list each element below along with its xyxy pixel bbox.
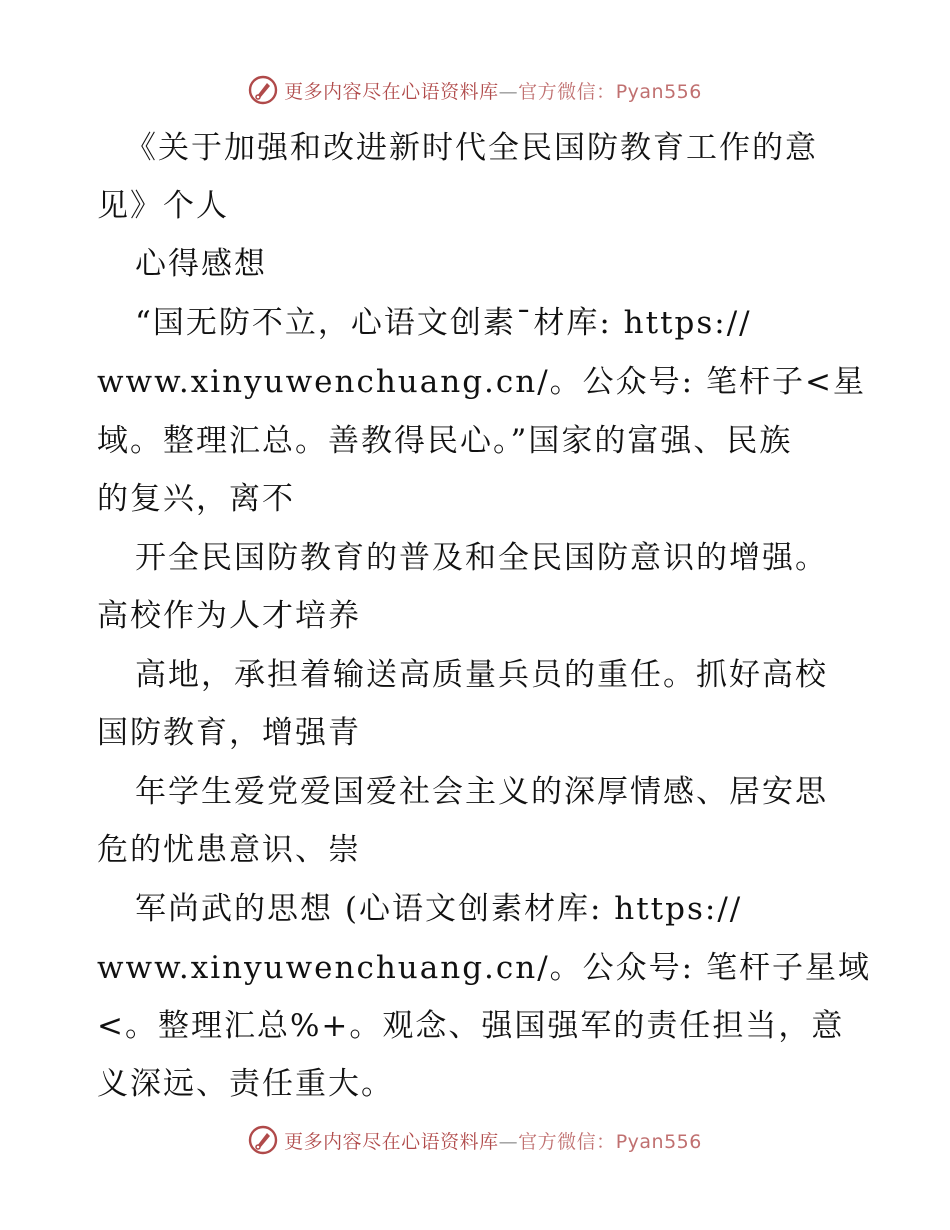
banner-text xyxy=(284,1127,702,1154)
paragraph-line: 危的忧患意识、崇 xyxy=(97,832,361,868)
banner-text xyxy=(284,77,702,104)
banner-wechat-label: 官方微信： xyxy=(518,1130,616,1153)
banner-site-text: 更多内容尽在心语资料库 xyxy=(284,1130,499,1153)
paragraph-line: 义深远、责任重大。 xyxy=(97,1066,394,1102)
paragraph-line: 的复兴，离不 xyxy=(97,481,295,517)
paragraph-line: www.xinyuwenchuang.cn/。公众号: 笔杆子星域 xyxy=(97,950,871,986)
paragraph-line: 国防教育，增强青 xyxy=(97,715,361,751)
paragraph-line: 域。整理汇总。善教得民心。”国家的富强、民族 xyxy=(97,423,793,459)
title-line-2: 见》个人 xyxy=(97,188,229,224)
paragraph-line: “国无防不立，心语文创素¯材库: https:// xyxy=(135,305,752,341)
header-banner xyxy=(0,70,950,110)
pen-nib-logo-icon xyxy=(248,1125,278,1155)
title-line-1: 《关于加强和改进新时代全民国防教育工作的意 xyxy=(125,130,818,166)
banner-site-text: 更多内容尽在心语资料库 xyxy=(284,80,499,103)
paragraph-line: 高校作为人才培养 xyxy=(97,598,361,634)
paragraph-line: 军尚武的思想 (心语文创素材库: https:// xyxy=(135,891,743,927)
paragraph-line: <。整理汇总%+。观念、强国强军的责任担当，意 xyxy=(97,1008,845,1044)
footer-banner xyxy=(0,1120,950,1160)
banner-wechat-id: Pyan556 xyxy=(615,80,702,103)
paragraph-line: www.xinyuwenchuang.cn/。公众号: 笔杆子<星 xyxy=(97,364,866,400)
subtitle-line: 心得感想 xyxy=(135,246,267,282)
paragraph-line: 年学生爱党爱国爱社会主义的深厚情感、居安思 xyxy=(135,774,828,810)
paragraph-line: 开全民国防教育的普及和全民国防意识的增强。 xyxy=(135,540,828,576)
banner-dash: — xyxy=(498,80,519,103)
pen-nib-logo-icon xyxy=(248,75,278,105)
banner-wechat-label: 官方微信： xyxy=(518,80,616,103)
banner-wechat-id: Pyan556 xyxy=(615,1130,702,1153)
paragraph-line: 高地，承担着输送高质量兵员的重任。抓好高校 xyxy=(135,657,828,693)
banner-dash: — xyxy=(498,1130,519,1153)
